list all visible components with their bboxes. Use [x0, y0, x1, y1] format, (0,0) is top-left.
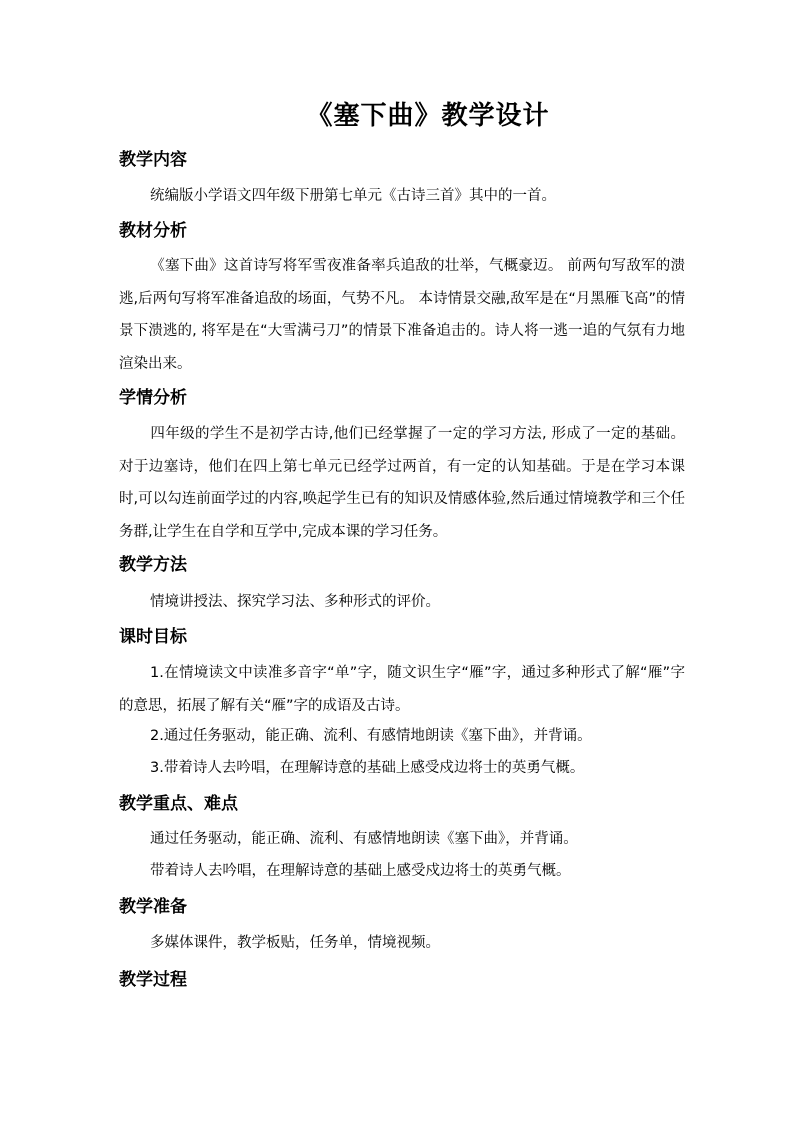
heading-teaching-content: 教学内容 [119, 150, 187, 170]
goal-item-1 [119, 657, 685, 722]
paragraph-teaching-content [119, 180, 685, 213]
heading-lesson-goals: 课时目标 [119, 627, 187, 647]
paragraph-preparation-text: 多媒体课件，教学板贴，任务单，情境视频。 [150, 935, 440, 951]
paragraph-teaching-methods-text: 情境讲授法、探究学习法、多种形式的评价。 [150, 594, 440, 610]
paragraph-student-analysis [119, 418, 685, 548]
heading-key-points: 教学重点、难点 [119, 794, 238, 814]
heading-student-analysis: 学情分析 [119, 388, 187, 408]
paragraph-student-analysis-text: 四年级的学生不是初学古诗,他们已经掌握了一定的学习方法, 形成了一定的基础。对于边塞诗，他们在四上第七单元已经学过两首，有一定的认知基础。于是在学习本课时,可以勾连前面学过的内容,唤起学生已有的知识及情感体验,然后通过情境教学和三个任务群,让学生在自学和互学中,完成本课的学习任务。 [119, 426, 685, 540]
key-point-2 [119, 859, 685, 883]
paragraph-preparation [119, 931, 685, 955]
paragraph-material-analysis [119, 250, 685, 380]
document-title: 《塞下曲》教学设计 [306, 101, 550, 131]
goal-item-2-text: 2.通过任务驱动，能正确、流利、有感情地朗读《塞下曲》，并背诵。 [150, 728, 592, 744]
key-point-1-text: 通过任务驱动，能正确、流利、有感情地朗读《塞下曲》，并背诵。 [150, 831, 578, 847]
paragraph-teaching-methods [119, 586, 685, 619]
goal-item-3-text: 3.带着诗人去吟唱，在理解诗意的基础上感受戍边将士的英勇气概。 [150, 760, 585, 776]
paragraph-teaching-content-text: 统编版小学语文四年级下册第七单元《古诗三首》其中的一首。 [150, 188, 556, 204]
heading-teaching-methods: 教学方法 [119, 555, 187, 575]
goal-item-1-text: 1.在情境读文中读准多音字“单”字，随文识生字“雁”字，通过多种形式了解“雁”字的意思，拓展了解有关“雁”字的成语及古诗。 [119, 665, 685, 714]
paragraph-material-analysis-text: 《塞下曲》这首诗写将军雪夜准备率兵追敌的壮举，气概豪迈。 前两句写敌军的溃逃,后两句写将军准备追敌的场面，气势不凡。 本诗情景交融,敌军是在“月黑雁飞高”的情景下溃逃的, 将军是在“大雪满弓刀”的情景下准备追击的。诗人将一逃一追的气氛有力地渲染出来。 [119, 258, 685, 372]
key-point-1 [119, 827, 685, 851]
heading-material-analysis: 教材分析 [119, 221, 187, 241]
heading-preparation: 教学准备 [119, 897, 187, 917]
key-point-2-text: 带着诗人去吟唱，在理解诗意的基础上感受戍边将士的英勇气概。 [150, 863, 571, 879]
goal-item-2 [119, 724, 685, 748]
goal-item-3 [119, 756, 685, 780]
heading-teaching-process: 教学过程 [119, 970, 187, 990]
